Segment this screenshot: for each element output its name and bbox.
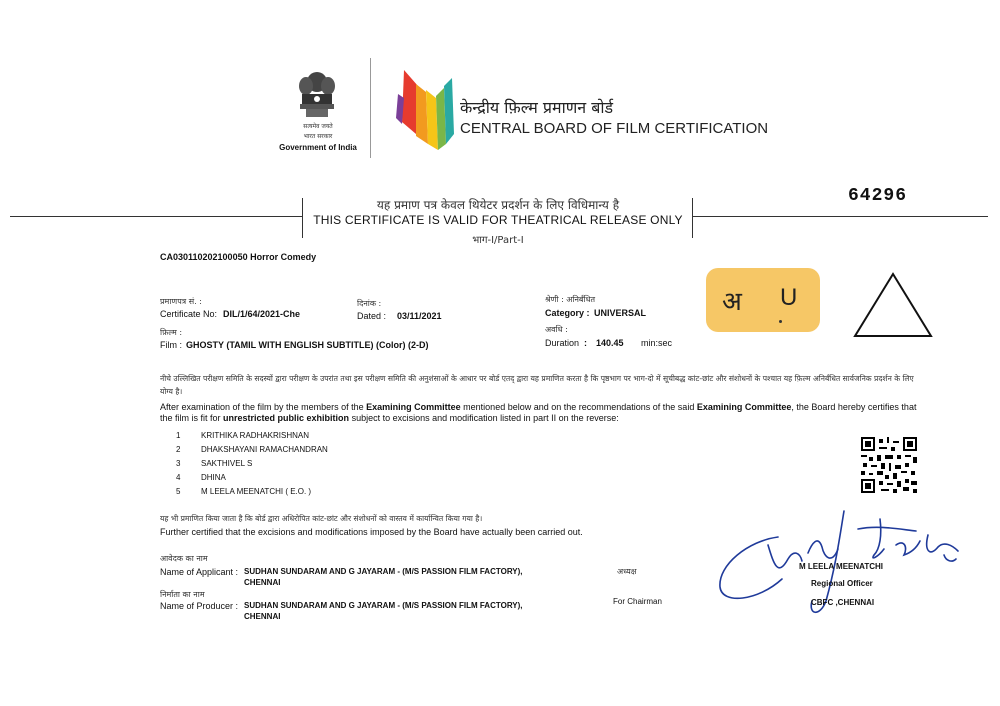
committee-name: DHINA (201, 473, 226, 482)
banner-rule-left (10, 216, 302, 217)
officer-name: M LEELA MEENATCHI (799, 562, 883, 571)
validity-en: THIS CERTIFICATE IS VALID FOR THEATRICAL RELEASE ONLY (313, 213, 683, 227)
producer-value-line1: SUDHAN SUNDARAM AND G JAYARAM - (M/S PASSION FILM FACTORY), (244, 601, 523, 610)
duration-separator: : (584, 338, 587, 348)
category-value: UNIVERSAL (594, 308, 647, 318)
lion-capital-icon (292, 68, 342, 120)
duration-label-en: Duration (545, 338, 580, 348)
committee-member (176, 459, 476, 473)
committee-member (176, 431, 476, 445)
validity-hi: यह प्रमाण पत्र केवल थियेटर प्रदर्शन के लिए विधिमान्य है (376, 198, 620, 212)
cert-no-label-en: Certificate No: (160, 309, 218, 319)
body-text-part1: After examination of the film by the members of the (160, 402, 364, 412)
committee-name: DHAKSHAYANI RAMACHANDRAN (201, 445, 328, 454)
banner-rule-right (692, 216, 988, 217)
body-text-part7: subject to excisions and modification listed in part II on the reverse: (351, 413, 619, 423)
committee-member (176, 445, 476, 459)
triangle-icon (852, 270, 934, 340)
applicant-label-hi: आवेदक का नाम (160, 554, 208, 563)
board-name-en: CENTRAL BOARD OF FILM CERTIFICATION (460, 120, 769, 137)
applicant-label-en: Name of Applicant : (160, 567, 239, 577)
body-text-part5: , the Board hereby certifies that the film is fit for (160, 402, 917, 423)
film-label-en: Film : (160, 340, 182, 350)
qr-code-icon (861, 437, 917, 493)
category-label-en: Category : (545, 308, 590, 318)
committee-name: SAKTHIVEL S (201, 459, 253, 468)
date-label-en: Dated : (357, 311, 387, 321)
body-text-part4: Examining Committee (696, 402, 792, 412)
category-label-hi: श्रेणी : अनिर्बंधित (545, 295, 596, 304)
film-value: GHOSTY (TAMIL WITH ENGLISH SUBTITLE) (Color) (2-D) (186, 340, 429, 350)
committee-number: 3 (176, 459, 181, 468)
committee-number: 5 (176, 487, 181, 496)
committee-name: M LEELA MEENATCHI ( E.O. ) (201, 487, 312, 496)
qr-code (861, 437, 917, 493)
producer-label-hi: निर्माता का नाम (160, 590, 205, 599)
chairman-en: For Chairman (613, 597, 662, 606)
header-divider (370, 58, 371, 158)
cbfc-logo-icon (396, 64, 456, 156)
cert-no-value: DIL/1/64/2021-Che (223, 309, 301, 319)
body-text-hi: नीचे उल्लिखित परीक्षण समिति के सदस्यों द्वारा परीक्षण के उपरांत तथा इस परीक्षण समिति की अनुशंसाओं के आधार पर बोर्ड एतद् द्वारा यह प्रमाणित करता है कि पृष्ठभाग पर भाग-दो में सूचीबद्ध कांट-छांट और संशोधनों के पश्चात यह फ़िल्म अनिर्बंधित सार्वजनिक प्रदर्शन के लिए योग्य है। (160, 374, 914, 396)
reference-code: CA030110202100050 Horror Comedy (160, 252, 317, 262)
date-label-hi: दिनांक : (357, 299, 382, 308)
duration-label-hi: अवधि : (545, 325, 568, 334)
committee-number: 4 (176, 473, 181, 482)
banner-bracket-right (692, 198, 693, 238)
rating-letter-en: U (780, 284, 798, 311)
applicant-value-line1: SUDHAN SUNDARAM AND G JAYARAM - (M/S PASSION FILM FACTORY), (244, 567, 523, 576)
committee-number: 1 (176, 431, 181, 440)
cert-no-label-hi: प्रमाणपत्र सं. : (160, 297, 202, 306)
chairman-hi: अध्यक्ष (617, 567, 637, 576)
emblem-motto: सत्यमेव जयते (303, 123, 333, 130)
further-hi: यह भी प्रमाणित किया जाता है कि बोर्ड द्वारा अधिरोपित कांट-छांट और संशोधनों को वास्तव में कार्यान्वित किया गया है। (160, 514, 483, 523)
triangle-symbol (852, 270, 934, 340)
body-text-part3: mentioned below and on the recommendations of the said (463, 402, 695, 412)
committee-number: 2 (176, 445, 181, 454)
emblem-govt-hi: भारत सरकार (303, 133, 333, 140)
rating-letter-hi: अ (722, 287, 742, 317)
officer-title: Regional Officer (811, 579, 873, 588)
further-en: Further certified that the excisions and modifications imposed by the Board have actually been carried out. (160, 527, 583, 537)
part-label: भाग-I/Part-I (472, 235, 524, 246)
rating-dot (779, 320, 782, 323)
board-name-hi: केन्द्रीय फ़िल्म प्रमाणन बोर्ड (460, 98, 614, 117)
serial-number: 64296 (848, 186, 908, 206)
committee-list (176, 431, 476, 501)
committee-member (176, 473, 476, 487)
banner-bracket-left (302, 198, 303, 238)
film-label-hi: फ़िल्म : (160, 328, 183, 337)
body-text-en (160, 402, 920, 424)
cbfc-logo (396, 64, 456, 156)
body-text-part2: Examining Committee (366, 402, 461, 412)
duration-unit: min:sec (641, 338, 673, 348)
producer-label-en: Name of Producer : (160, 601, 239, 611)
date-value: 03/11/2021 (397, 311, 442, 321)
committee-name: KRITHIKA RADHAKRISHNAN (201, 431, 310, 440)
applicant-value-line2: CHENNAI (244, 578, 281, 587)
committee-member (176, 487, 476, 501)
body-text-part6: unrestricted public exhibition (223, 413, 350, 423)
producer-value-line2: CHENNAI (244, 612, 281, 621)
duration-value: 140.45 (596, 338, 624, 348)
officer-office: CBFC ,CHENNAI (811, 598, 875, 607)
emblem-govt-en: Government of India (279, 143, 357, 152)
